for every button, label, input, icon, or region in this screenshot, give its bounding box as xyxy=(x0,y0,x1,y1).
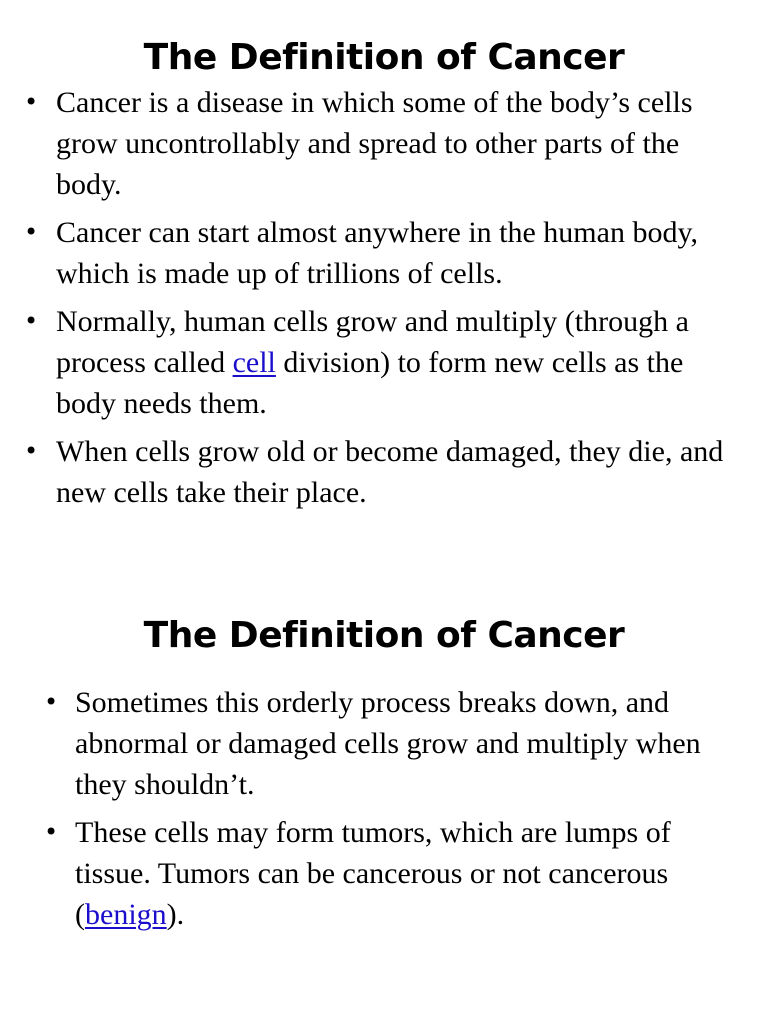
bullet-text: Cancer is a disease in which some of the body’s cells grow uncontrollably and spread to other parts of the body. xyxy=(56,86,693,201)
bullet-dot-icon: • xyxy=(24,218,39,246)
slide-2 xyxy=(0,512,768,1024)
bullet-dot-icon: • xyxy=(24,307,39,335)
bullet-dot-icon: • xyxy=(24,437,39,465)
slide-2-bullet-1 xyxy=(0,682,768,805)
benign-link[interactable]: benign xyxy=(85,898,167,931)
bullet-text: When cells grow old or become damaged, they die, and new cells take their place. xyxy=(56,435,724,509)
slide-2-bullet-2 xyxy=(0,812,768,935)
slide-2-bullet-list xyxy=(0,682,768,935)
slide-1-bullet-4 xyxy=(0,431,768,513)
bullet-text-after-link: ). xyxy=(166,898,185,931)
bullet-text-after-link: division) to form new cells as the body needs them. xyxy=(56,346,684,420)
bullet-dot-icon: • xyxy=(44,818,59,846)
slide-1-title: The Definition of Cancer xyxy=(143,37,625,78)
slide-1-bullet-1 xyxy=(0,82,768,205)
slide-1-bullet-list xyxy=(0,82,768,513)
cell-link[interactable]: cell xyxy=(232,346,276,379)
bullet-text: Sometimes this orderly process breaks down, and abnormal or damaged cells grow and multiply when they shouldn’t. xyxy=(75,686,701,801)
bullet-dot-icon: • xyxy=(44,688,59,716)
bullet-dot-icon: • xyxy=(24,88,39,116)
bullet-text-before-link: Normally, human cells grow and multiply (through a process called xyxy=(56,305,689,379)
bullet-text-before-link: These cells may form tumors, which are lumps of tissue. Tumors can be cancerous or not cancerous ( xyxy=(75,816,671,931)
slide-2-title: The Definition of Cancer xyxy=(143,615,625,656)
slide-1-bullet-2 xyxy=(0,212,768,294)
bullet-text: Cancer can start almost anywhere in the human body, which is made up of trillions of cells. xyxy=(56,216,699,290)
slide-1-bullet-3 xyxy=(0,301,768,424)
